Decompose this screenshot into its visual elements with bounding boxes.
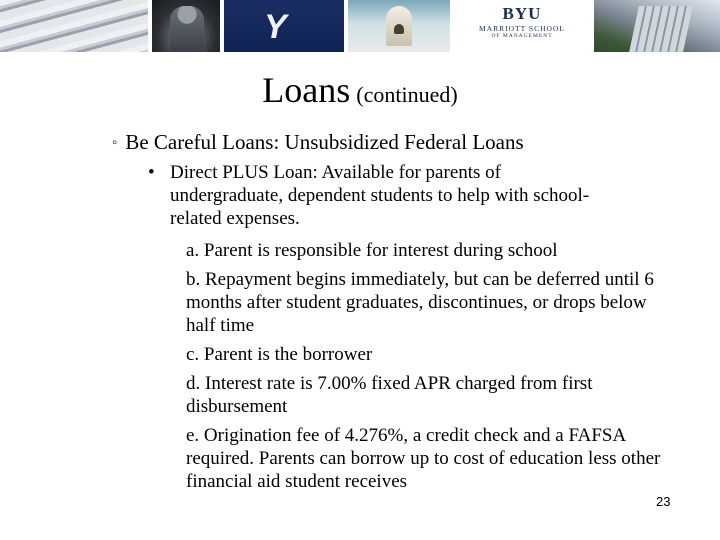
logo-management: OF MANAGEMENT <box>491 33 553 39</box>
slide-title <box>0 68 720 120</box>
list-item-b: b. Repayment begins immediately, but can be deferred until 6 months after student graduates, discontinues, or drops below half time <box>186 269 654 336</box>
list-item-e: e. Origination fee of 4.276%, a credit check and a FAFSA required. Parents can borrow up to cost of education less other financial aid student receives <box>186 425 661 492</box>
y-mark: Y <box>264 8 287 46</box>
statue-shape <box>170 6 204 52</box>
page-number: 23 <box>656 494 671 509</box>
bullet-level1 <box>112 128 524 157</box>
logo-byu: BYU <box>502 4 542 23</box>
hollow-bullet-icon: ◦ <box>112 135 118 151</box>
header-banner <box>0 0 720 52</box>
header-photo-architecture <box>0 0 148 52</box>
logo-school: MARRIOTT SCHOOL <box>479 24 565 33</box>
byu-marriott-logo <box>454 0 590 52</box>
building-shape <box>629 6 693 52</box>
title-main: Loans <box>262 70 351 110</box>
bullet-level1-text: Be Careful Loans: Unsubsidized Federal Loans <box>125 130 524 154</box>
sub-items-list <box>186 239 666 493</box>
list-item-d: d. Interest rate is 7.00% fixed APR charged from first disbursement <box>186 373 593 417</box>
header-photo-building <box>594 0 720 52</box>
bell-icon <box>386 6 412 46</box>
list-item-c: c. Parent is the borrower <box>186 344 373 365</box>
header-photo-bell <box>348 0 450 52</box>
header-photo-y-mountain <box>224 0 344 52</box>
bullet-dot-icon: • <box>148 162 155 183</box>
bullet-level2 <box>148 161 618 230</box>
bullet-level2-text: Direct PLUS Loan: Available for parents of undergraduate, dependent students to help with school-related expenses. <box>170 162 590 229</box>
header-photo-statue <box>152 0 220 52</box>
title-sub: (continued) <box>356 82 458 107</box>
list-item-a: a. Parent is responsible for interest during school <box>186 240 558 261</box>
